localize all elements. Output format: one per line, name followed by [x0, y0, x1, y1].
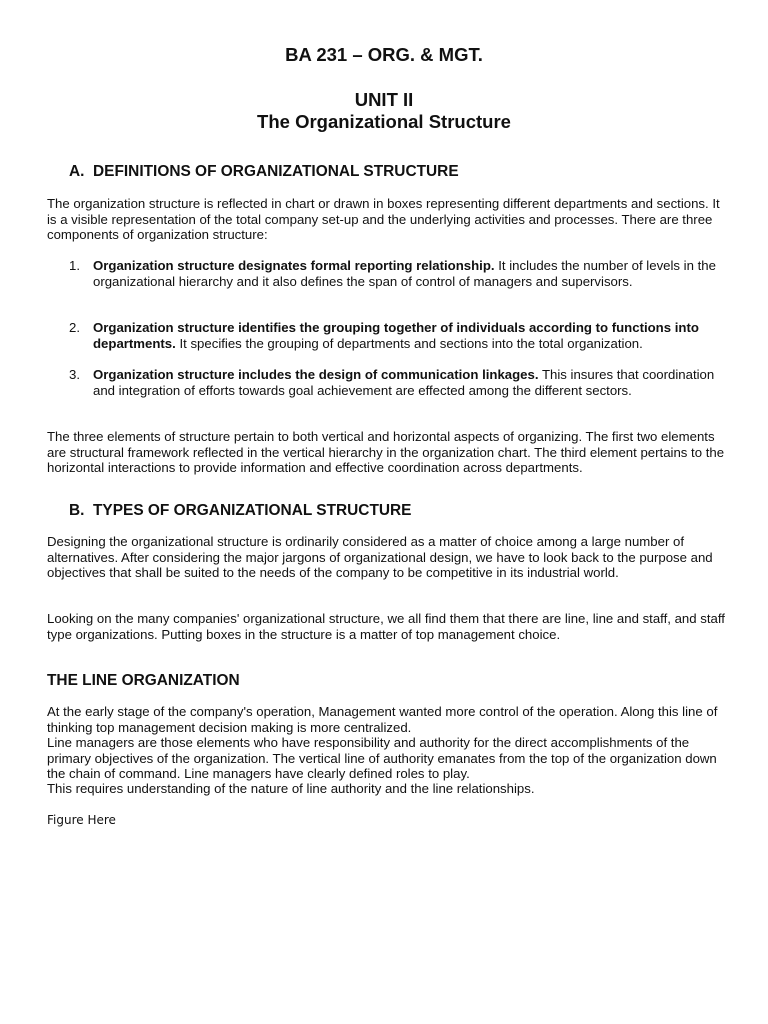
section-b-letter: B.	[69, 502, 85, 519]
list-item-body: It specifies the grouping of departments and sections into the total organization.	[175, 335, 643, 351]
list-item	[69, 367, 729, 398]
section-b-heading	[69, 503, 411, 519]
list-item-bold: Organization structure designates formal reporting relationship.	[93, 258, 495, 273]
line-org-paragraph-3: This requires understanding of the nature of line authority and the line relationships.	[47, 781, 535, 796]
list-item-text	[93, 320, 729, 351]
section-a-heading-text: DEFINITIONS OF ORGANIZATIONAL STRUCTURE	[93, 163, 459, 180]
list-item-number: 2.	[69, 320, 80, 335]
section-a-letter: A.	[69, 163, 85, 180]
section-a-intro: The organization structure is reflected in chart or drawn in boxes representing different departments and sections. It is a visible representation of the total company set-up and the underlying activities and processes. There are three components of organization structure:	[47, 196, 720, 243]
list-item-number: 3.	[69, 367, 80, 382]
section-b-heading-text: TYPES OF ORGANIZATIONAL STRUCTURE	[93, 502, 412, 519]
section-a-heading	[69, 164, 459, 180]
section-b-paragraph-1: Designing the organizational structure is ordinarily considered as a matter of choice among a large number of alternatives. After considering the major jargons of organizational design, we have to look back to the purpose and objectives that shall be suited to the needs of the company to be competitive in its industrial world.	[47, 534, 713, 581]
page-title: The Organizational Structure	[257, 111, 511, 132]
course-title: BA 231 – ORG. & MGT.	[285, 44, 483, 65]
section-b-paragraph-2: Looking on the many companies' organizational structure, we all find them that there are line, line and staff, and staff type organizations. Putting boxes in the structure is a matter of top management choice.	[47, 611, 725, 642]
list-item	[69, 258, 729, 289]
list-item-bold: Organization structure identifies the grouping together of individuals according to functions into departments.	[93, 320, 699, 351]
line-org-paragraph-2: Line managers are those elements who have responsibility and authority for the direct accomplishments of the primary objectives of the organization. The vertical line of authority emanates from the top of the organization down the chain of command. Line managers have clearly defined roles to play.	[47, 735, 717, 782]
list-item-body: It includes the number of levels in the organizational hierarchy and it also defines the span of control of managers and supervisors.	[93, 258, 716, 289]
line-organization-heading: THE LINE ORGANIZATION	[47, 672, 240, 689]
list-item	[69, 320, 729, 351]
list-item-bold: Organization structure includes the design of communication linkages.	[93, 367, 539, 382]
unit-title: UNIT II	[354, 89, 414, 110]
list-item-number: 1.	[69, 258, 80, 273]
section-a-closing: The three elements of structure pertain to both vertical and horizontal aspects of organizing. The first two elements are structural framework reflected in the vertical hierarchy in the organization chart. The third element pertains to the horizontal interactions to provide information and effective coordination across departments.	[47, 429, 725, 476]
list-item-text	[93, 367, 729, 398]
figure-placeholder: Figure Here	[47, 813, 116, 827]
line-org-paragraph-1: At the early stage of the company's operation, Management wanted more control of the operation. Along this line of thinking top management decision making is more centralized.	[47, 704, 718, 735]
list-item-text	[93, 258, 729, 289]
list-item-body: This insures that coordination and integration of efforts towards goal achievement are effected among the different sectors.	[93, 367, 715, 398]
